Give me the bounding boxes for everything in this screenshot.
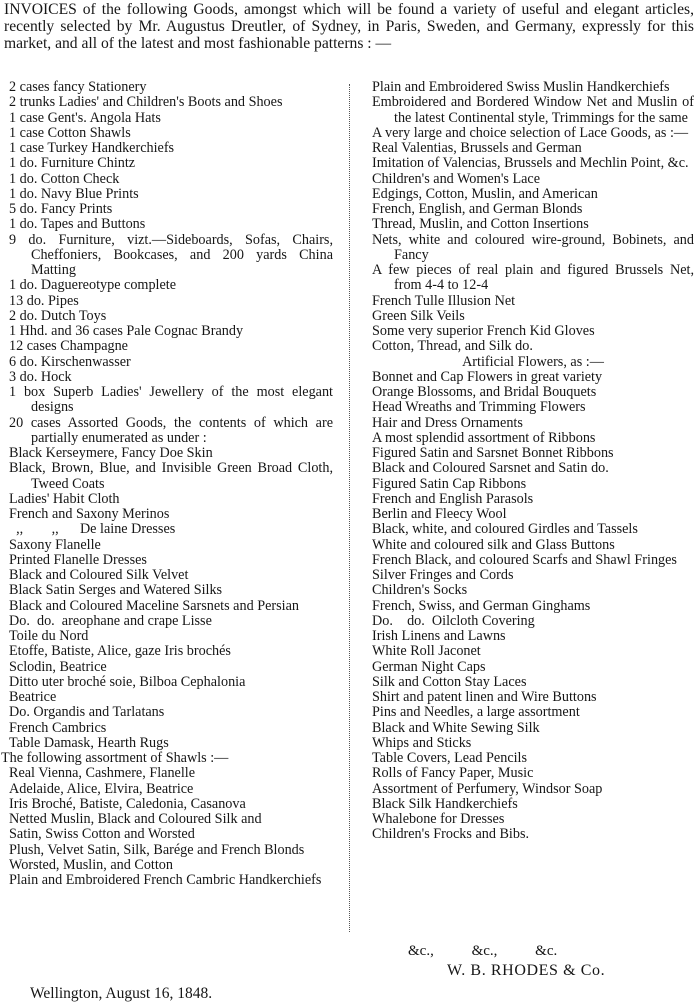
list-item: 6 do. Kirschenwasser: [9, 353, 131, 370]
list-item: Real Valentias, Brussels and German: [372, 140, 582, 156]
list-item: German Night Caps: [372, 658, 486, 675]
list-item: Children's Socks: [372, 582, 468, 599]
list-item: French, English, and German Blonds: [372, 201, 583, 217]
list-item: Hair and Dress Ornaments: [372, 414, 523, 431]
list-item: Imitation of Valencias, Brussels and Mechlin Point, &c.: [372, 155, 689, 172]
list-item: Etoffe, Batiste, Alice, gaze Iris brochés: [9, 643, 231, 660]
list-item: 1 case Gent's. Angola Hats: [9, 109, 161, 126]
list-item: Saxony Flanelle: [9, 536, 101, 553]
list-item: 9 do. Furniture, vizt.—Sideboards, Sofas, Chairs, Cheffoniers, Bookcases, and 200 yards China Matting: [9, 231, 333, 278]
list-item: Ditto uter broché soie, Bilboa Cephalonia: [9, 673, 246, 690]
list-item: 1 do. Cotton Check: [9, 170, 120, 187]
list-item: 2 do. Dutch Toys: [9, 307, 107, 324]
list-item: Printed Flanelle Dresses: [9, 551, 147, 568]
list-item: 1 do. Furniture Chintz: [9, 155, 136, 172]
list-item: Figured Satin Cap Ribbons: [372, 475, 527, 492]
list-subheading: Artificial Flowers, as :—: [462, 353, 604, 370]
list-item: Orange Blossoms, and Bridal Bouquets: [372, 384, 597, 400]
list-item: Black and Coloured Silk Velvet: [9, 567, 189, 583]
list-item: Satin, Swiss Cotton and Worsted: [9, 826, 195, 843]
list-item: Black and White Sewing Silk: [372, 719, 540, 736]
list-item: Children's and Women's Lace: [372, 170, 541, 187]
list-item: Netted Muslin, Black and Coloured Silk and: [9, 811, 262, 827]
list-item: Some very superior French Kid Gloves: [372, 323, 595, 339]
list-item: 1 do. Tapes and Buttons: [9, 216, 146, 233]
list-item: 1 Hhd. and 36 cases Pale Cognac Brandy: [9, 323, 244, 339]
list-item: Iris Broché, Batiste, Caledonia, Casanova: [9, 795, 246, 812]
list-item: Do. do. Oilcloth Covering: [372, 612, 535, 629]
column-divider: [349, 84, 350, 932]
list-item: Sclodin, Beatrice: [9, 658, 107, 675]
list-item: 2 trunks Ladies' and Children's Boots and Shoes: [9, 94, 283, 111]
list-item: Black and Coloured Maceline Sarsnets and Persian: [9, 597, 299, 614]
list-item: Green Silk Veils: [372, 307, 465, 324]
list-item: 3 do. Hock: [9, 368, 72, 385]
list-item: Black Satin Serges and Watered Silks: [9, 582, 223, 599]
list-item: Plain and Embroidered Swiss Muslin Handkerchiefs: [372, 79, 670, 95]
list-item: Toile du Nord: [9, 628, 89, 644]
list-item: Children's Frocks and Bibs.: [372, 826, 530, 843]
list-item: 1 do. Daguereotype complete: [9, 277, 177, 294]
list-item: 2 cases fancy Stationery: [9, 79, 147, 95]
list-item: White Roll Jaconet: [372, 643, 481, 660]
list-item: Do. do. areophane and crape Lisse: [9, 612, 212, 629]
list-item: 5 do. Fancy Prints: [9, 201, 113, 217]
list-item: French, Swiss, and German Ginghams: [372, 597, 591, 614]
list-item: French Cambrics: [9, 719, 107, 736]
list-item: 1 box Superb Ladies' Jewellery of the most elegant designs: [9, 384, 333, 416]
list-item: French Black, and coloured Scarfs and Shawl Fringes: [372, 551, 677, 568]
list-item: 1 case Cotton Shawls: [9, 124, 131, 141]
list-item: 1 do. Navy Blue Prints: [9, 185, 139, 202]
list-item: Whips and Sticks: [372, 734, 472, 751]
list-item: 20 cases Assorted Goods, the contents of which are partially enumerated as under :: [9, 414, 333, 446]
list-item: Figured Satin and Sarsnet Bonnet Ribbons: [372, 445, 614, 461]
list-item: Edgings, Cotton, Muslin, and American: [372, 185, 598, 202]
list-item: Beatrice: [9, 689, 57, 705]
list-item: Head Wreaths and Trimming Flowers: [372, 399, 586, 416]
list-item: White and coloured silk and Glass Buttons: [372, 536, 615, 553]
list-item: French Tulle Illusion Net: [372, 292, 516, 309]
list-item: Do. Organdis and Tarlatans: [9, 704, 165, 721]
list-item: 1 case Turkey Handkerchiefs: [9, 140, 175, 156]
list-item: Whalebone for Dresses: [372, 811, 505, 827]
list-item: 12 cases Champagne: [9, 338, 128, 355]
list-item: Silk and Cotton Stay Laces: [372, 673, 527, 690]
list-item: Shirt and patent linen and Wire Buttons: [372, 689, 597, 705]
list-item: French and Saxony Merinos: [9, 506, 170, 522]
list-item: A very large and choice selection of Lace Goods, as :—: [372, 124, 689, 141]
list-item: Embroidered and Bordered Window Net and Muslin of the latest Continental style, Trimmings for the same: [372, 94, 694, 126]
list-item: Black Silk Handkerchiefs: [372, 795, 518, 812]
list-subheading: The following assortment of Shawls :—: [1, 750, 229, 766]
goods-list-left: [1, 79, 333, 888]
list-item: Bonnet and Cap Flowers in great variety: [372, 368, 603, 385]
list-item: Plush, Velvet Satin, Silk, Barége and French Blonds: [9, 841, 305, 858]
list-item: Black Kerseymere, Fancy Doe Skin: [9, 445, 213, 461]
dateline: Wellington, August 16, 1848.: [30, 985, 213, 1002]
list-item: A most splendid assortment of Ribbons: [372, 429, 596, 446]
list-item: Cotton, Thread, and Silk do.: [372, 338, 533, 355]
list-item: Plain and Embroidered French Cambric Handkerchiefs: [9, 872, 322, 888]
list-item: 13 do. Pipes: [9, 292, 79, 309]
advertisement-intro: INVOICES of the following Goods, amongst which will be found a variety of useful and elegant articles, recently selected by Mr. Augustus Dreutler, of Sydney, in Paris, Sweden, and Germany, expressly for this market, and all of the latest and most fashionable patterns : —: [4, 1, 694, 53]
list-item: ,, ,, De laine Dresses: [9, 521, 176, 538]
list-item: Thread, Muslin, and Cotton Insertions: [372, 216, 589, 233]
list-item: French and English Parasols: [372, 490, 534, 507]
etcetera-line: &c., &c., &c.: [408, 943, 558, 959]
list-item: Berlin and Fleecy Wool: [372, 506, 507, 522]
list-item: Ladies' Habit Cloth: [9, 490, 120, 507]
list-item: Irish Linens and Lawns: [372, 628, 506, 644]
list-item: Worsted, Muslin, and Cotton: [9, 856, 173, 873]
list-item: Black, white, and coloured Girdles and Tassels: [372, 521, 638, 538]
list-item: Silver Fringes and Cords: [372, 567, 514, 583]
list-item: Table Covers, Lead Pencils: [372, 750, 528, 766]
list-item: Table Damask, Hearth Rugs: [9, 734, 169, 751]
list-item: Black, Brown, Blue, and Invisible Green Broad Cloth, Tweed Coats: [9, 460, 333, 492]
list-item: Nets, white and coloured wire-ground, Bobinets, and Fancy: [372, 231, 694, 263]
list-item: A few pieces of real plain and figured Brussels Net, from 4-4 to 12-4: [372, 262, 694, 294]
goods-list-right: [372, 80, 694, 843]
list-item: Real Vienna, Cashmere, Flanelle: [9, 765, 196, 782]
merchant-signature: W. B. RHODES & Co.: [447, 962, 606, 979]
list-item: Rolls of Fancy Paper, Music: [372, 765, 534, 782]
list-item: Assortment of Perfumery, Windsor Soap: [372, 780, 603, 797]
list-item: Pins and Needles, a large assortment: [372, 704, 580, 721]
list-item: Adelaide, Alice, Elvira, Beatrice: [9, 780, 194, 797]
list-item: Black and Coloured Sarsnet and Satin do.: [372, 460, 609, 477]
